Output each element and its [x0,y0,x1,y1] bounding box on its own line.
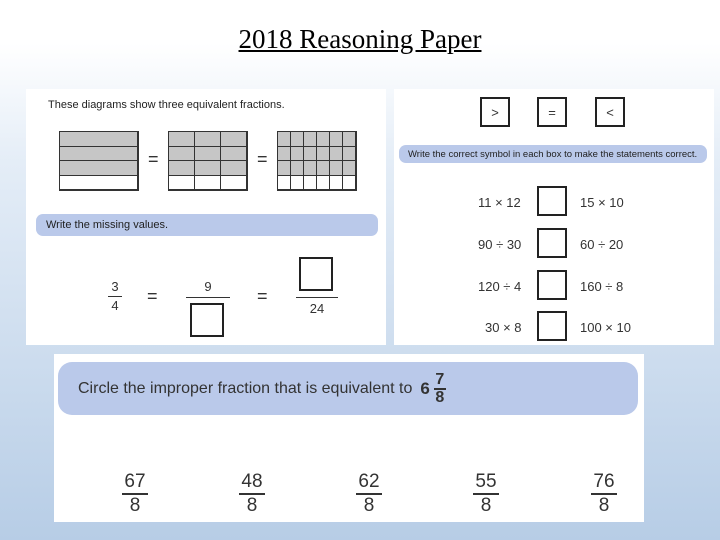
grid-cell [343,132,356,147]
numerator: 62 [358,471,380,492]
grid-cell [317,161,330,176]
grid-cell [278,147,291,162]
question-text: Circle the improper fraction that is equivalent to [78,379,413,397]
grid-cell [169,147,195,162]
symbol-instruction: Write the correct symbol in each box to make the statements correct. [399,145,707,163]
grid-cell [278,161,291,176]
missing-values-instruction: Write the missing values. [36,214,378,236]
fraction-bar [186,297,230,298]
page-title: 2018 Reasoning Paper [238,24,482,54]
symbol-answer-box[interactable] [537,311,567,341]
grid-cell [60,147,138,162]
denominator: 8 [246,495,258,516]
fraction-diagram-quarters [59,131,139,191]
grid-cell [169,176,195,191]
grid-cell [291,176,304,191]
grid-cell [330,161,343,176]
statement-right: 15 × 10 [580,195,624,210]
grid-cell [278,176,291,191]
grid-cell [195,147,221,162]
grid-cell [343,176,356,191]
equals-sign: = [147,286,158,306]
denominator: 8 [598,495,610,516]
equals-sign: = [257,286,268,306]
symbol-answer-box[interactable] [537,270,567,300]
fraction-diagram-twelfths [168,131,248,191]
grid-cell [343,147,356,162]
grid-cell [221,161,247,176]
numerator: 48 [241,471,263,492]
numerator: 7 [435,370,445,388]
compare-symbols-panel [394,89,714,345]
grid-cell [304,161,317,176]
denominator: 8 [435,388,445,406]
grid-cell [60,132,138,147]
missing-numerator-box[interactable] [299,257,333,291]
statement-right: 60 ÷ 20 [580,237,624,252]
symbol-answer-box[interactable] [537,186,567,216]
grid-cell [195,132,221,147]
denominator: 8 [480,495,492,516]
grid-cell [304,176,317,191]
mixed-number [420,372,445,406]
denominator: 8 [129,495,141,516]
improper-fraction-question [58,362,638,415]
grid-cell [317,176,330,191]
fraction-bar [296,297,338,298]
statement-right: 160 ÷ 8 [580,279,624,294]
grid-cell [330,147,343,162]
grid-cell [221,132,247,147]
fraction-option[interactable] [466,472,506,516]
statement-left: 120 ÷ 4 [478,279,522,294]
greater-than-symbol: > [480,97,510,127]
statement-right: 100 × 10 [580,320,631,335]
diagrams-intro: These diagrams show three equivalent fractions. [48,99,285,111]
statement-left: 30 × 8 [485,320,522,335]
equals-sign: = [257,149,268,169]
grid-cell [278,132,291,147]
equivalent-fractions-panel [26,89,386,345]
whole-part: 6 [420,378,430,398]
grid-cell [291,147,304,162]
grid-cell [169,161,195,176]
equals-sign: = [148,149,159,169]
grid-cell [330,176,343,191]
fraction-diagram-twentyfourths [277,131,357,191]
missing-denominator-box[interactable] [190,303,224,337]
less-than-symbol: < [595,97,625,127]
grid-cell [304,147,317,162]
fraction-nine-over-missing [186,279,230,295]
grid-cell [60,161,138,176]
fraction-option[interactable] [232,472,272,516]
equals-symbol: = [537,97,567,127]
numerator: 67 [124,471,146,492]
fraction-option[interactable] [584,472,624,516]
grid-cell [291,132,304,147]
grid-cell [221,147,247,162]
numerator: 9 [204,279,212,294]
grid-cell [330,132,343,147]
fraction-three-quarters [105,279,125,314]
fraction-missing-over-24 [296,301,338,317]
numerator: 55 [475,471,497,492]
statement-left: 11 × 12 [478,195,521,210]
denominator: 24 [309,301,325,316]
grid-cell [317,132,330,147]
grid-cell [343,161,356,176]
statement-left: 90 ÷ 30 [478,237,522,252]
grid-cell [291,161,304,176]
grid-cell [304,132,317,147]
grid-cell [195,176,221,191]
fraction-option[interactable] [115,472,155,516]
grid-cell [60,176,138,191]
denominator: 4 [111,298,119,313]
improper-fraction-panel [54,354,644,522]
grid-cell [195,161,221,176]
symbol-answer-box[interactable] [537,228,567,258]
numerator: 76 [593,471,615,492]
fraction-option[interactable] [349,472,389,516]
grid-cell [169,132,195,147]
numerator: 3 [111,279,119,294]
grid-cell [317,147,330,162]
denominator: 8 [363,495,375,516]
grid-cell [221,176,247,191]
